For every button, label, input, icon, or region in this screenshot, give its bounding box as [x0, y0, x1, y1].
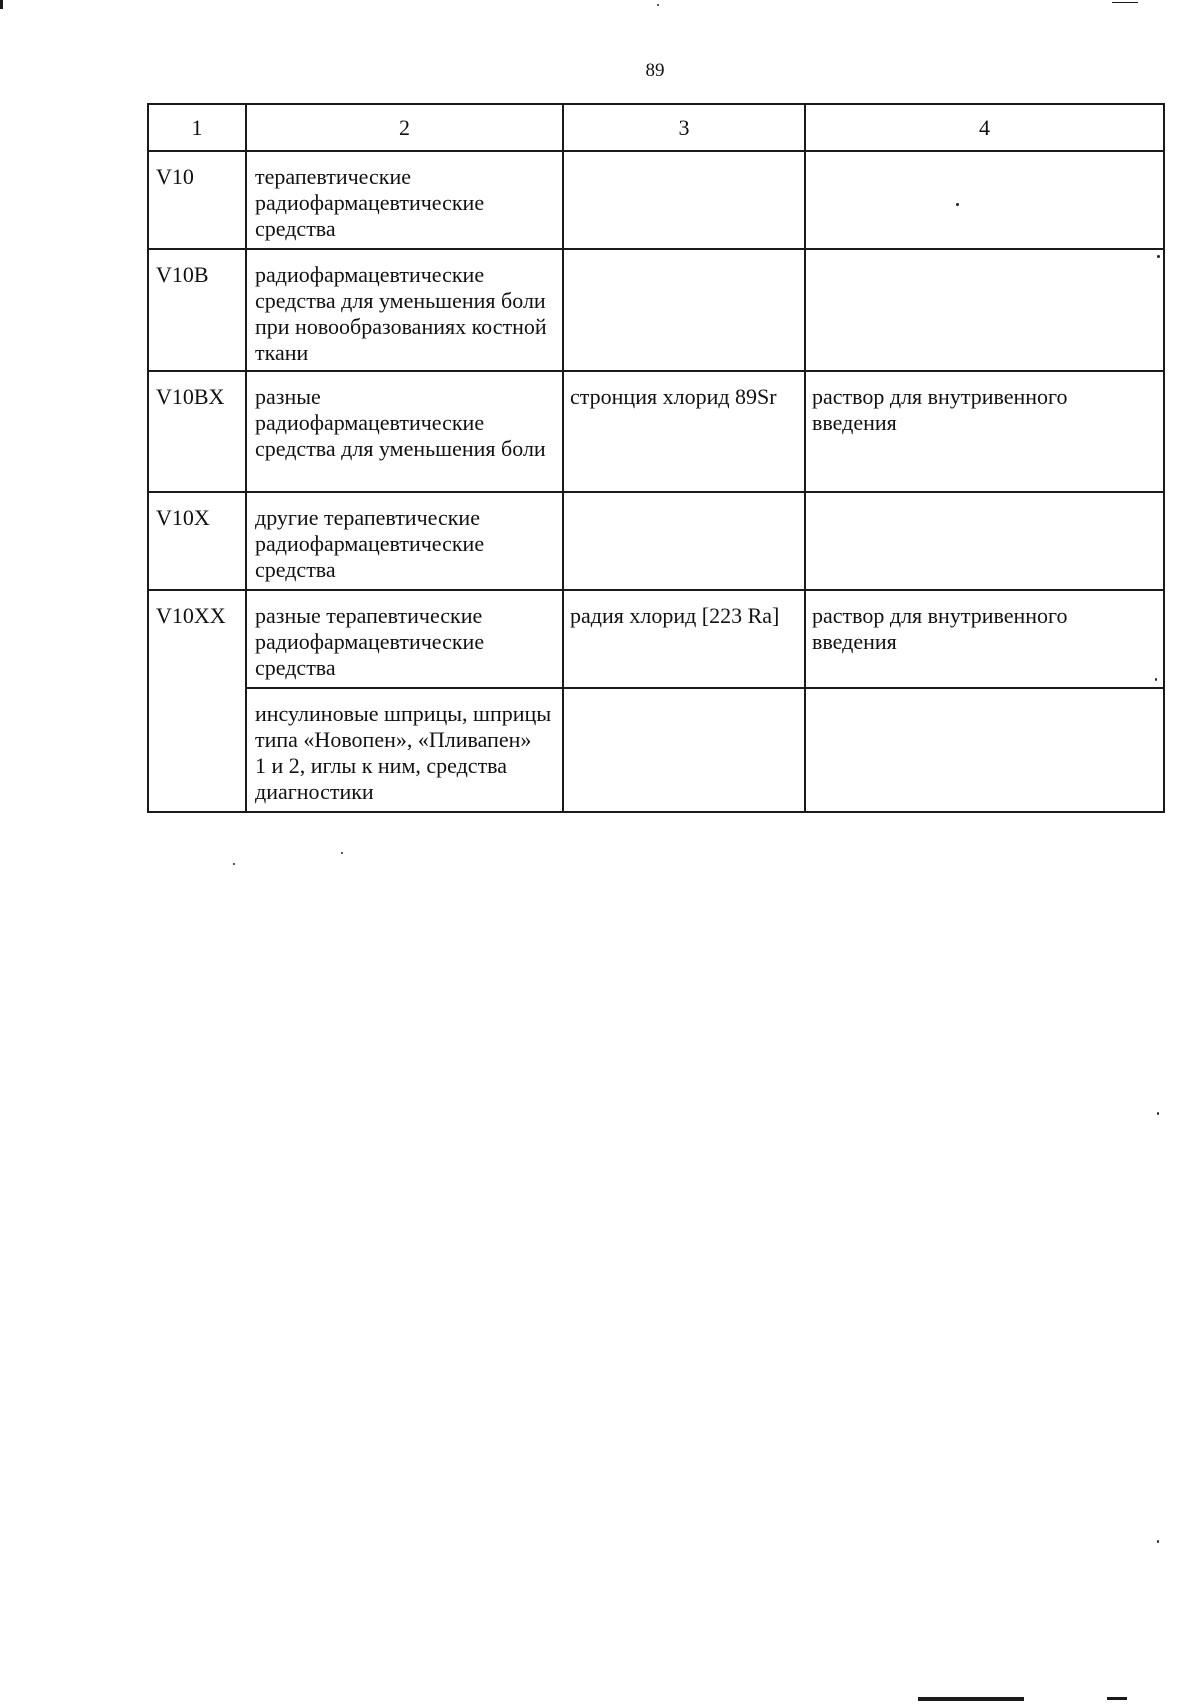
- scan-speck: [1157, 1540, 1159, 1543]
- scan-mark: [0, 0, 3, 9]
- scan-mark: [918, 1697, 1024, 1701]
- dosage-form-cell: раствор для внутривенного введения: [805, 371, 1164, 492]
- page-number: 89: [645, 60, 665, 81]
- column-header: 1: [148, 104, 246, 151]
- drug-name-cell: [563, 249, 805, 371]
- dosage-form-cell: [805, 688, 1164, 812]
- atc-code-cell: V10BX: [148, 371, 246, 492]
- medicines-table: [147, 103, 1165, 813]
- group-name-cell: радиофармацевтические средства для уменьшения боли при новообразованиях костной ткани: [246, 249, 563, 371]
- drug-name-cell: [563, 688, 805, 812]
- dosage-form-cell: [805, 492, 1164, 590]
- drug-name-cell: [563, 492, 805, 590]
- table-row: [148, 688, 1164, 812]
- table-row: [148, 249, 1164, 371]
- column-header: 3: [563, 104, 805, 151]
- group-name-cell: разные терапевтические радиофармацевтические средства: [246, 590, 563, 688]
- column-header: 2: [246, 104, 563, 151]
- scan-speck: [1155, 678, 1157, 681]
- scan-speck: [1157, 1112, 1159, 1115]
- table-row: [148, 151, 1164, 249]
- scan-mark: [1107, 1697, 1127, 1700]
- column-header: 4: [805, 104, 1164, 151]
- table-row: [148, 371, 1164, 492]
- table-row: [148, 492, 1164, 590]
- group-name-cell: другие терапевтические радиофармацевтические средства: [246, 492, 563, 590]
- drug-name-cell: [563, 151, 805, 249]
- dosage-form-cell: [805, 249, 1164, 371]
- drug-name-cell: стронция хлорид 89Sr: [563, 371, 805, 492]
- group-name-cell: разные радиофармацевтические средства для уменьшения боли: [246, 371, 563, 492]
- scan-mark: [1112, 2, 1138, 3]
- group-name-cell: терапевтические радиофармацевтические средства: [246, 151, 563, 249]
- table-row: [148, 590, 1164, 688]
- dosage-form-cell: раствор для внутривенного введения: [805, 590, 1164, 688]
- atc-code-cell: V10B: [148, 249, 246, 371]
- drug-name-cell: радия хлорид [223 Ra]: [563, 590, 805, 688]
- dosage-form-cell: [805, 151, 1164, 249]
- atc-code-cell: V10: [148, 151, 246, 249]
- scan-speck: [1157, 255, 1160, 258]
- group-name-cell: инсулиновые шприцы, шприцы типа «Новопен», «Пливапен» 1 и 2, иглы к ним, средства диагностики: [246, 688, 563, 812]
- atc-code-cell: V10XX: [148, 590, 246, 812]
- scan-speck: [657, 4, 659, 6]
- scan-speck: [341, 852, 343, 854]
- table-header-row: [148, 104, 1164, 151]
- scan-speck: [233, 863, 235, 865]
- scan-speck: [956, 203, 959, 206]
- atc-code-cell: V10X: [148, 492, 246, 590]
